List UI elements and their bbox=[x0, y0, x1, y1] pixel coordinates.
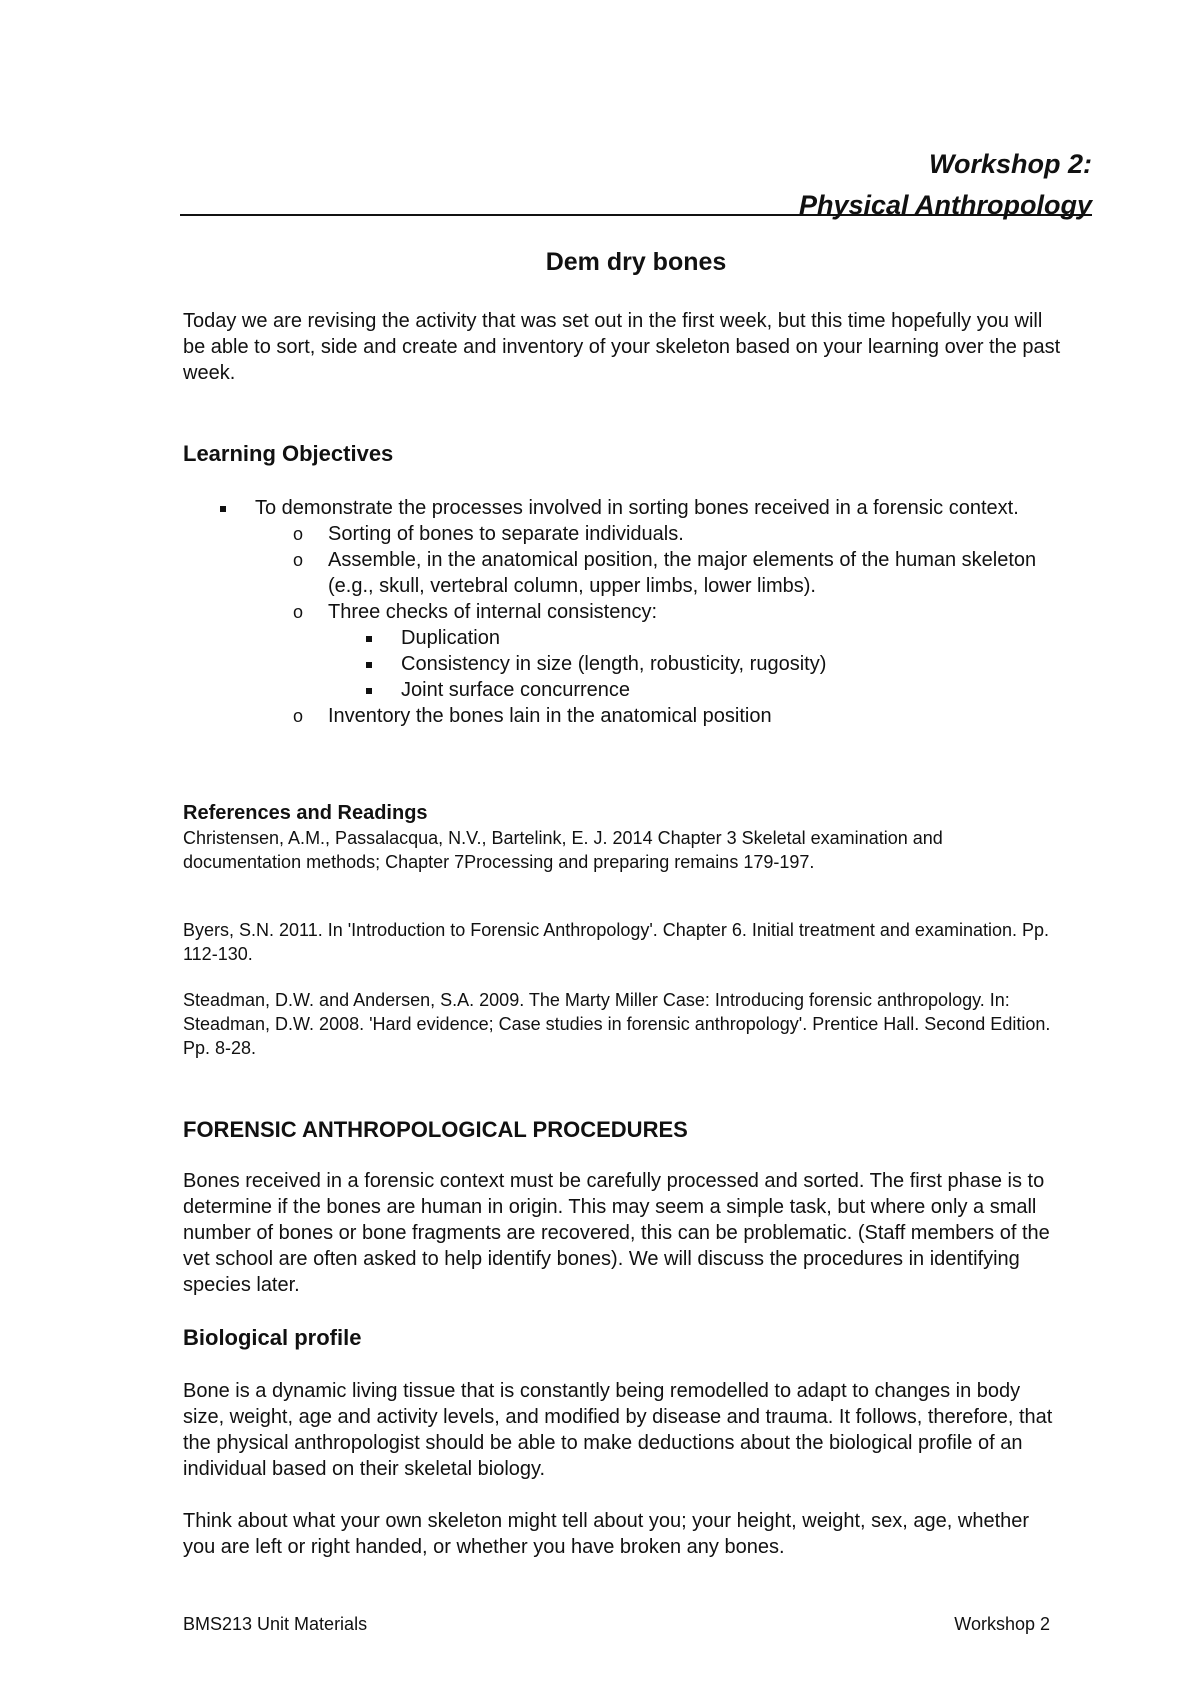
objective-sub-sub: Consistency in size (length, robusticity, rugosity) bbox=[401, 653, 827, 675]
reference-item: Byers, S.N. 2011. In 'Introduction to Forensic Anthropology'. Chapter 6. Initial treatment and examination. Pp. 112-130. bbox=[183, 920, 1050, 964]
list-item bbox=[183, 703, 1063, 729]
procedures-heading: FORENSIC ANTHROPOLOGICAL PROCEDURES bbox=[183, 1117, 688, 1142]
bullet-square-icon bbox=[366, 636, 372, 642]
list-item bbox=[183, 599, 1063, 625]
page-title: Dem dry bones bbox=[545, 248, 727, 276]
biological-profile-paragraph-2: Think about what your own skeleton might tell about you; your height, weight, sex, age, whether you are left or right handed, or whether you have broken any bones. bbox=[183, 1510, 1030, 1558]
intro-paragraph: Today we are revising the activity that was set out in the first week, but this time hopefully you will be able to sort, side and create and inventory of your skeleton based on your learning over the past week. bbox=[183, 310, 1061, 384]
objective-sub-sub: Joint surface concurrence bbox=[401, 679, 631, 701]
bullet-circle-icon: o bbox=[293, 550, 304, 570]
objective-sub-sub: Duplication bbox=[401, 627, 500, 649]
list-item bbox=[183, 625, 1063, 651]
header-rule bbox=[180, 214, 1092, 216]
reference-item: Christensen, A.M., Passalacqua, N.V., Bartelink, E. J. 2014 Chapter 3 Skeletal examination and documentation methods; Chapter 7Processing and preparing remains 179-197. bbox=[183, 828, 943, 872]
objective-sub: Assemble, in the anatomical position, the major elements of the human skeleton (e.g., skull, vertebral column, upper limbs, lower limbs). bbox=[328, 549, 1037, 597]
header-line-2: Physical Anthropology bbox=[798, 190, 1092, 220]
bullet-circle-icon: o bbox=[293, 524, 304, 544]
header-line-1: Workshop 2: bbox=[928, 149, 1092, 179]
objective-sub: Sorting of bones to separate individuals. bbox=[328, 523, 684, 545]
references-heading: References and Readings bbox=[183, 802, 428, 824]
procedures-paragraph: Bones received in a forensic context must be carefully processed and sorted. The first phase is to determine if the bones are human in origin. This may seem a simple task, but where only a small number of bones or bone fragments are recovered, this can be problematic. (Staff members of the vet school are often asked to help identify bones). We will discuss the procedures in identifying species later. bbox=[183, 1170, 1050, 1296]
bullet-square-icon bbox=[366, 662, 372, 668]
objective-sub: Inventory the bones lain in the anatomical position bbox=[328, 705, 772, 727]
learning-objectives-heading: Learning Objectives bbox=[183, 441, 394, 466]
bullet-circle-icon: o bbox=[293, 602, 304, 622]
list-item bbox=[183, 547, 1063, 599]
footer-left: BMS213 Unit Materials bbox=[183, 1614, 368, 1634]
footer-right: Workshop 2 bbox=[954, 1614, 1050, 1634]
objectives-list bbox=[183, 495, 1063, 729]
objective-main: To demonstrate the processes involved in sorting bones received in a forensic context. bbox=[255, 497, 1019, 519]
list-item bbox=[183, 495, 1063, 521]
objective-sub: Three checks of internal consistency: bbox=[328, 601, 658, 623]
biological-profile-paragraph: Bone is a dynamic living tissue that is constantly being remodelled to adapt to changes in body size, weight, age and activity levels, and modified by disease and trauma. It follows, therefore, that the physical anthropologist should be able to make deductions about the biological profile of an individual based on their skeletal biology. bbox=[183, 1380, 1053, 1480]
list-item bbox=[183, 677, 1063, 703]
list-item bbox=[183, 651, 1063, 677]
bullet-circle-icon: o bbox=[293, 706, 304, 726]
biological-profile-heading: Biological profile bbox=[183, 1325, 362, 1350]
bullet-square-icon bbox=[366, 688, 372, 694]
reference-item: Steadman, D.W. and Andersen, S.A. 2009. The Marty Miller Case: Introducing forensic anthropology. In: Steadman, D.W. 2008. 'Hard evidence; Case studies in forensic anthropology'. Prentice Hall. Second Edition. Pp. 8-28. bbox=[183, 990, 1051, 1058]
bullet-square-icon bbox=[220, 506, 226, 512]
list-item bbox=[183, 521, 1063, 547]
